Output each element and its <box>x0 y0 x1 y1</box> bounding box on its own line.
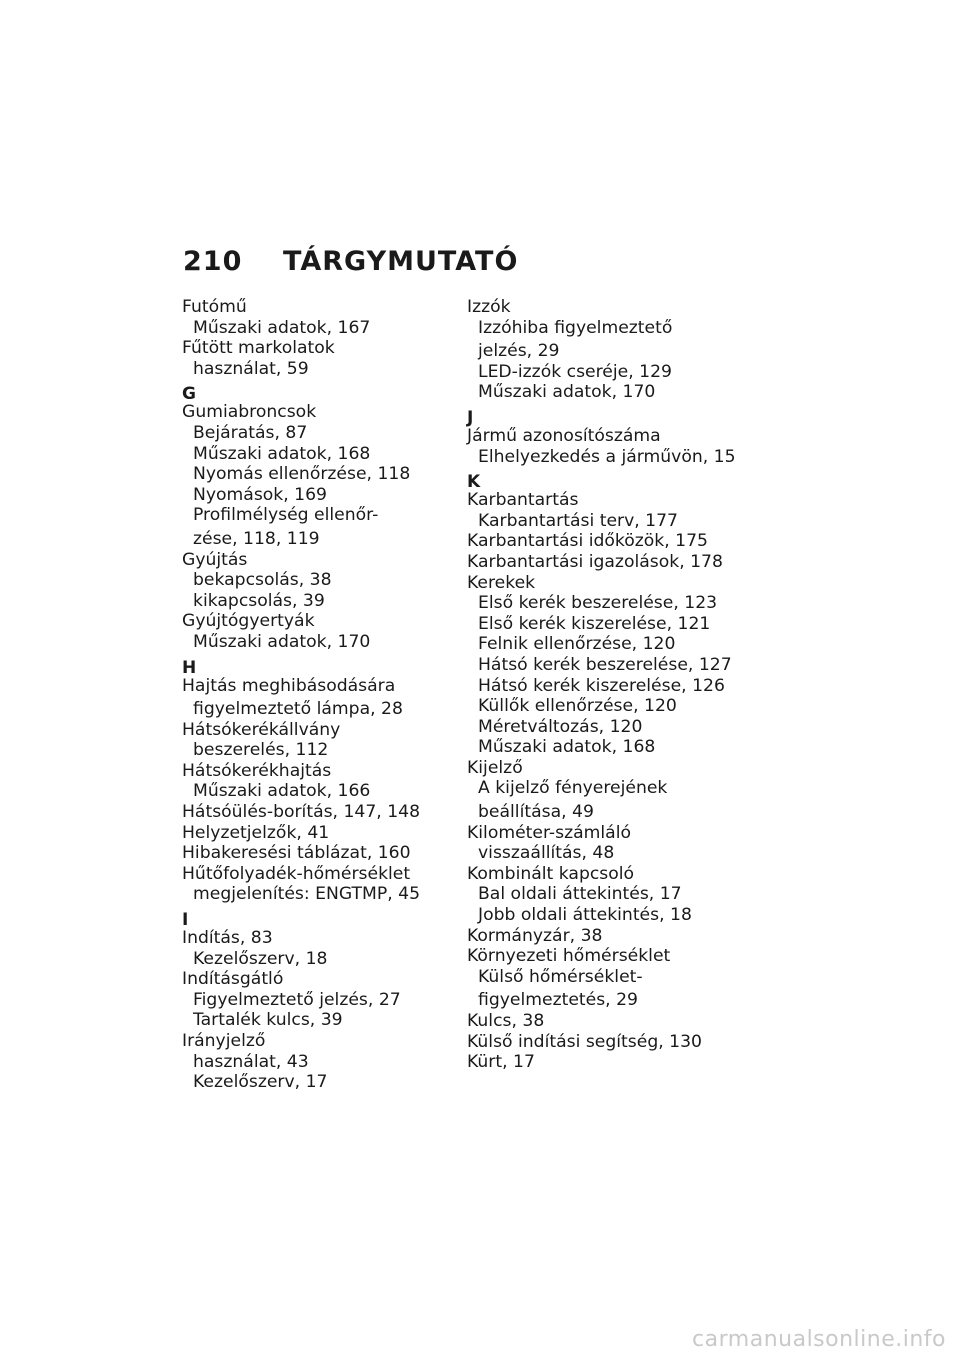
index-subentry: Küllők ellenőrzése, 120 <box>478 696 677 717</box>
index-section-letter: J <box>467 407 474 428</box>
index-column-right <box>467 297 737 1073</box>
page-header <box>183 246 518 277</box>
index-subentry: Profilmélység ellenőr- <box>193 505 379 526</box>
index-subentry: Felnik ellenőrzése, 120 <box>478 634 676 655</box>
index-section-letter: I <box>182 910 189 931</box>
index-subentry: Elhelyezkedés a járművön, 15 <box>478 446 736 467</box>
index-subentry: használat, 43 <box>193 1051 309 1072</box>
index-entry: Hátsóülés-borítás, 147, 148 <box>182 802 421 823</box>
index-subentry: Kezelőszerv, 17 <box>193 1072 328 1093</box>
index-entry: Kürt, 17 <box>467 1052 535 1073</box>
index-subentry: figyelmeztetés, 29 <box>478 990 638 1011</box>
index-entry: Karbantartási időközök, 175 <box>467 531 708 552</box>
index-subentry: Műszaki adatok, 167 <box>193 317 371 338</box>
watermark: carmanualsonline.info <box>692 1327 946 1352</box>
index-entry: Indításgátló <box>182 969 284 990</box>
index-subentry: Külső hőmérséklet- <box>478 966 643 987</box>
index-entry: Kerekek <box>467 572 536 593</box>
index-subentry: Nyomások, 169 <box>193 484 327 505</box>
index-section-letter: K <box>467 472 481 493</box>
index-subentry: A kijelző fényerejének <box>478 778 668 799</box>
index-entry: Kijelző <box>467 757 523 778</box>
index-section-letter: G <box>182 384 196 405</box>
page-number: 210 <box>183 246 243 277</box>
index-subentry: Méretváltozás, 120 <box>478 716 643 737</box>
index-subentry: Figyelmeztető jelzés, 27 <box>193 989 401 1010</box>
index-subentry: Első kerék kiszerelése, 121 <box>478 613 711 634</box>
index-entry: Jármű azonosítószáma <box>467 425 661 446</box>
index-entry: Karbantartás <box>467 490 579 511</box>
index-entry: Futómű <box>182 297 247 317</box>
index-subentry: Műszaki adatok, 170 <box>478 382 656 403</box>
index-subentry: figyelmeztető lámpa, 28 <box>193 699 403 720</box>
index-subentry: Hátsó kerék beszerelése, 127 <box>478 654 732 675</box>
index-subentry: Karbantartási terv, 177 <box>478 510 678 531</box>
index-entry: Hajtás meghibásodására <box>182 675 396 696</box>
index-subentry: Hátsó kerék kiszerelése, 126 <box>478 675 725 696</box>
index-entry: Hibakeresési táblázat, 160 <box>182 843 411 864</box>
index-entry: Izzók <box>467 297 511 317</box>
index-subentry: Első kerék beszerelése, 123 <box>478 593 718 614</box>
index-subentry: megjelenítés: ENGTMP, 45 <box>193 884 421 905</box>
index-entry: Hűtőfolyadék-hőmérséklet <box>182 863 411 884</box>
index-subentry: Bal oldali áttekintés, 17 <box>478 884 682 905</box>
index-subentry: Műszaki adatok, 170 <box>193 631 371 652</box>
index-subentry: beszerelés, 112 <box>193 740 329 761</box>
index-subentry: visszaállítás, 48 <box>478 843 615 864</box>
index-entry: Irányjelző <box>182 1031 266 1051</box>
index-entry: Hátsókerékhajtás <box>182 760 332 781</box>
index-subentry: Műszaki adatok, 166 <box>193 781 371 802</box>
index-entry: Fűtött markolatok <box>182 338 335 359</box>
index-subentry: jelzés, 29 <box>478 341 560 362</box>
index-entry: Gumiabroncsok <box>182 402 317 423</box>
index-subentry: Műszaki adatok, 168 <box>193 443 371 464</box>
index-subentry: bekapcsolás, 38 <box>193 570 332 591</box>
index-subentry: LED-izzók cseréje, 129 <box>478 361 672 382</box>
index-subentry: Jobb oldali áttekintés, 18 <box>478 905 692 926</box>
index-section-letter: H <box>182 657 197 678</box>
index-subentry: Tartalék kulcs, 39 <box>193 1010 343 1031</box>
index-entry: Gyújtás <box>182 549 248 570</box>
index-entry: Helyzetjelzők, 41 <box>182 822 330 843</box>
index-entry: Hátsókerékállvány <box>182 719 341 740</box>
index-entry: Környezeti hőmérséklet <box>467 946 671 967</box>
index-entry: Külső indítási segítség, 130 <box>467 1031 702 1052</box>
index-entry: Karbantartási igazolások, 178 <box>467 551 723 572</box>
index-subentry: kikapcsolás, 39 <box>193 590 325 611</box>
index-subentry: Bejáratás, 87 <box>193 422 308 443</box>
index-subentry: Műszaki adatok, 168 <box>478 737 656 758</box>
index-subentry: beállítása, 49 <box>478 802 594 823</box>
index-entry: Indítás, 83 <box>182 928 273 949</box>
index-subentry: használat, 59 <box>193 358 309 379</box>
index-entry: Kilométer-számláló <box>467 822 631 843</box>
index-entry: Kombinált kapcsoló <box>467 863 635 884</box>
index-subentry: Nyomás ellenőrzése, 118 <box>193 464 411 485</box>
index-subentry: Kezelőszerv, 18 <box>193 948 328 969</box>
index-entry: Kormányzár, 38 <box>467 925 603 946</box>
index-subentry: Izzóhiba figyelmeztető <box>478 317 673 338</box>
index-entry: Gyújtógyertyák <box>182 611 315 632</box>
page-title: TÁRGYMUTATÓ <box>283 246 519 277</box>
index-column-left <box>182 297 452 1093</box>
index-entry: Kulcs, 38 <box>467 1011 545 1031</box>
index-subentry: zése, 118, 119 <box>193 528 320 549</box>
